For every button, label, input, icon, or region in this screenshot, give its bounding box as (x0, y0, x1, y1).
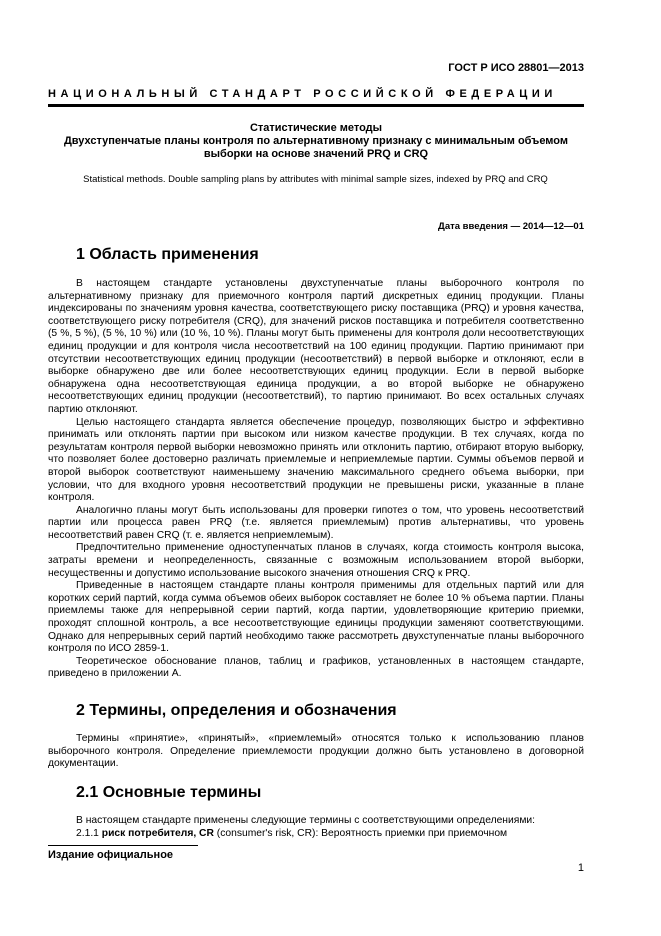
section-2-body (48, 733, 584, 771)
footer-rule (48, 845, 198, 846)
paragraph: Предпочтительно применение одноступенчатых планов в случаях, когда стоимость контроля высока, затраты времени и неопределенность, связанные с возможным использованием второй выборки, несущественны и допустимо использование высокого значения отношения CRQ к PRQ. (48, 542, 584, 579)
term-definition: (consumer's risk, CR): Вероятность приемки при приемочном (216, 827, 508, 839)
term-number: 2.1.1 (76, 827, 99, 839)
section-2-heading: 2 Термины, определения и обозначения (76, 702, 397, 719)
introduction-date: Дата введения — 2014—12—01 (438, 221, 584, 232)
paragraph: Приведенные в настоящем стандарте планы контроля применимы для отдельных партий или для коротких серий партий, когда сумма объемов обеих выборок составляет не более 10 % объема партии. Планы приемлемы также для непрерывной серии партий, когда партии, удовлетворяющие критерию приемки, проходят сплошной контроль, а все несоответствующие единицы продукции заменяют соответствующими. Однако для непрерывных серий партий необходимо также рассмотреть двухступенчатые планы выборочного контроля по ИСО 2859-1. (48, 580, 584, 655)
header-rule (48, 104, 584, 107)
english-title: Statistical methods. Double sampling plans by attributes with minimal sample sizes, indexed by PRQ and CRQ (83, 174, 548, 185)
paragraph: Целью настоящего стандарта является обеспечение процедур, позволяющих быстро и эффективно принимать или отклонять партии при высоком или низком качестве продукции. В тех случаях, когда по результатам контроля первой выборки невозможно принять или отклонить партию, отбирают вторую выборку, что позволяет более достоверно различать приемлемые и неприемлемые партии. Суммы объемов первой и второй выборок соответствуют наименьшему значению максимального среднего объема выборки, при условии, что для входного уровня несоответствий продукции не превышены риски, указанные в плане контроля. (48, 416, 584, 504)
term-name: риск потребителя, CR (101, 827, 214, 839)
page-number: 1 (577, 862, 584, 874)
paragraph: Аналогично планы могут быть использованы для проверки гипотез о том, что уровень несоответствий партии или процесса равен PRQ (т.е. является приемлемым) против альтернативы, что уровень несоответствий равен CRQ (т. е. является неприемлемым). (48, 504, 584, 541)
national-standard-title: НАЦИОНАЛЬНЫЙ СТАНДАРТ РОССИЙСКОЙ ФЕДЕРАЦИИ (48, 88, 557, 100)
official-edition-label: Издание официальное (48, 849, 174, 861)
title-line-1: Статистические методы (249, 122, 383, 134)
title-line-2: Двухступенчатые планы контроля по альтернативному признаку с минимальным объемом (63, 135, 569, 147)
section-2-1-heading: 2.1 Основные термины (76, 784, 262, 801)
section-1-body (48, 278, 584, 681)
paragraph: Термины «принятие», «принятый», «приемлемый» относятся только к использованию планов выборочного контроля. Определение приемлемости продукции должно быть установлено в договорной документации. (48, 733, 584, 770)
paragraph: В настоящем стандарте применены следующие термины с соответствующими определениями: (76, 815, 536, 826)
section-2-1-body (48, 815, 584, 840)
title-line-3: выборки на основе значений PRQ и CRQ (203, 148, 429, 160)
document-title (48, 122, 584, 161)
standard-number: ГОСТ Р ИСО 28801—2013 (448, 62, 584, 74)
term-paragraph (48, 828, 584, 841)
paragraph: Теоретическое обоснование планов, таблиц и графиков, установленных в настоящем стандарте, приведено в приложении А. (48, 655, 584, 680)
section-1-heading: 1 Область применения (76, 246, 259, 263)
paragraph: В настоящем стандарте установлены двухступенчатые планы выборочного контроля по альтернативному признаку для приемочного контроля партий дискретных единиц продукции. Планы индексированы по значениям уровня качества, соответствующего риску поставщика (PRQ) и уровня качества, соответствующего риску потребителя (CRQ), для значений рисков поставщика и потребителя соответственно (5 %, 5 %), (5 %, 10 %) или (10 %, 10 %). Планы могут быть применены для контроля доли несоответствующих единиц продукции и для контроля числа несоответствий на 100 единиц продукции. Партию принимают при отсутствии несоответствующих единиц продукции (несоответствий) в первой выборке и отклоняют, если в выборке обнаружено две или более несоответствующих единиц продукции. Если в первой выборке обнаружена одна несоответствующая единица продукции, а во второй выборке не обнаружено несоответствующих единиц продукции (несоответствий), то партию принимают. Во всех остальных случаях партию отклоняют. (48, 278, 584, 415)
